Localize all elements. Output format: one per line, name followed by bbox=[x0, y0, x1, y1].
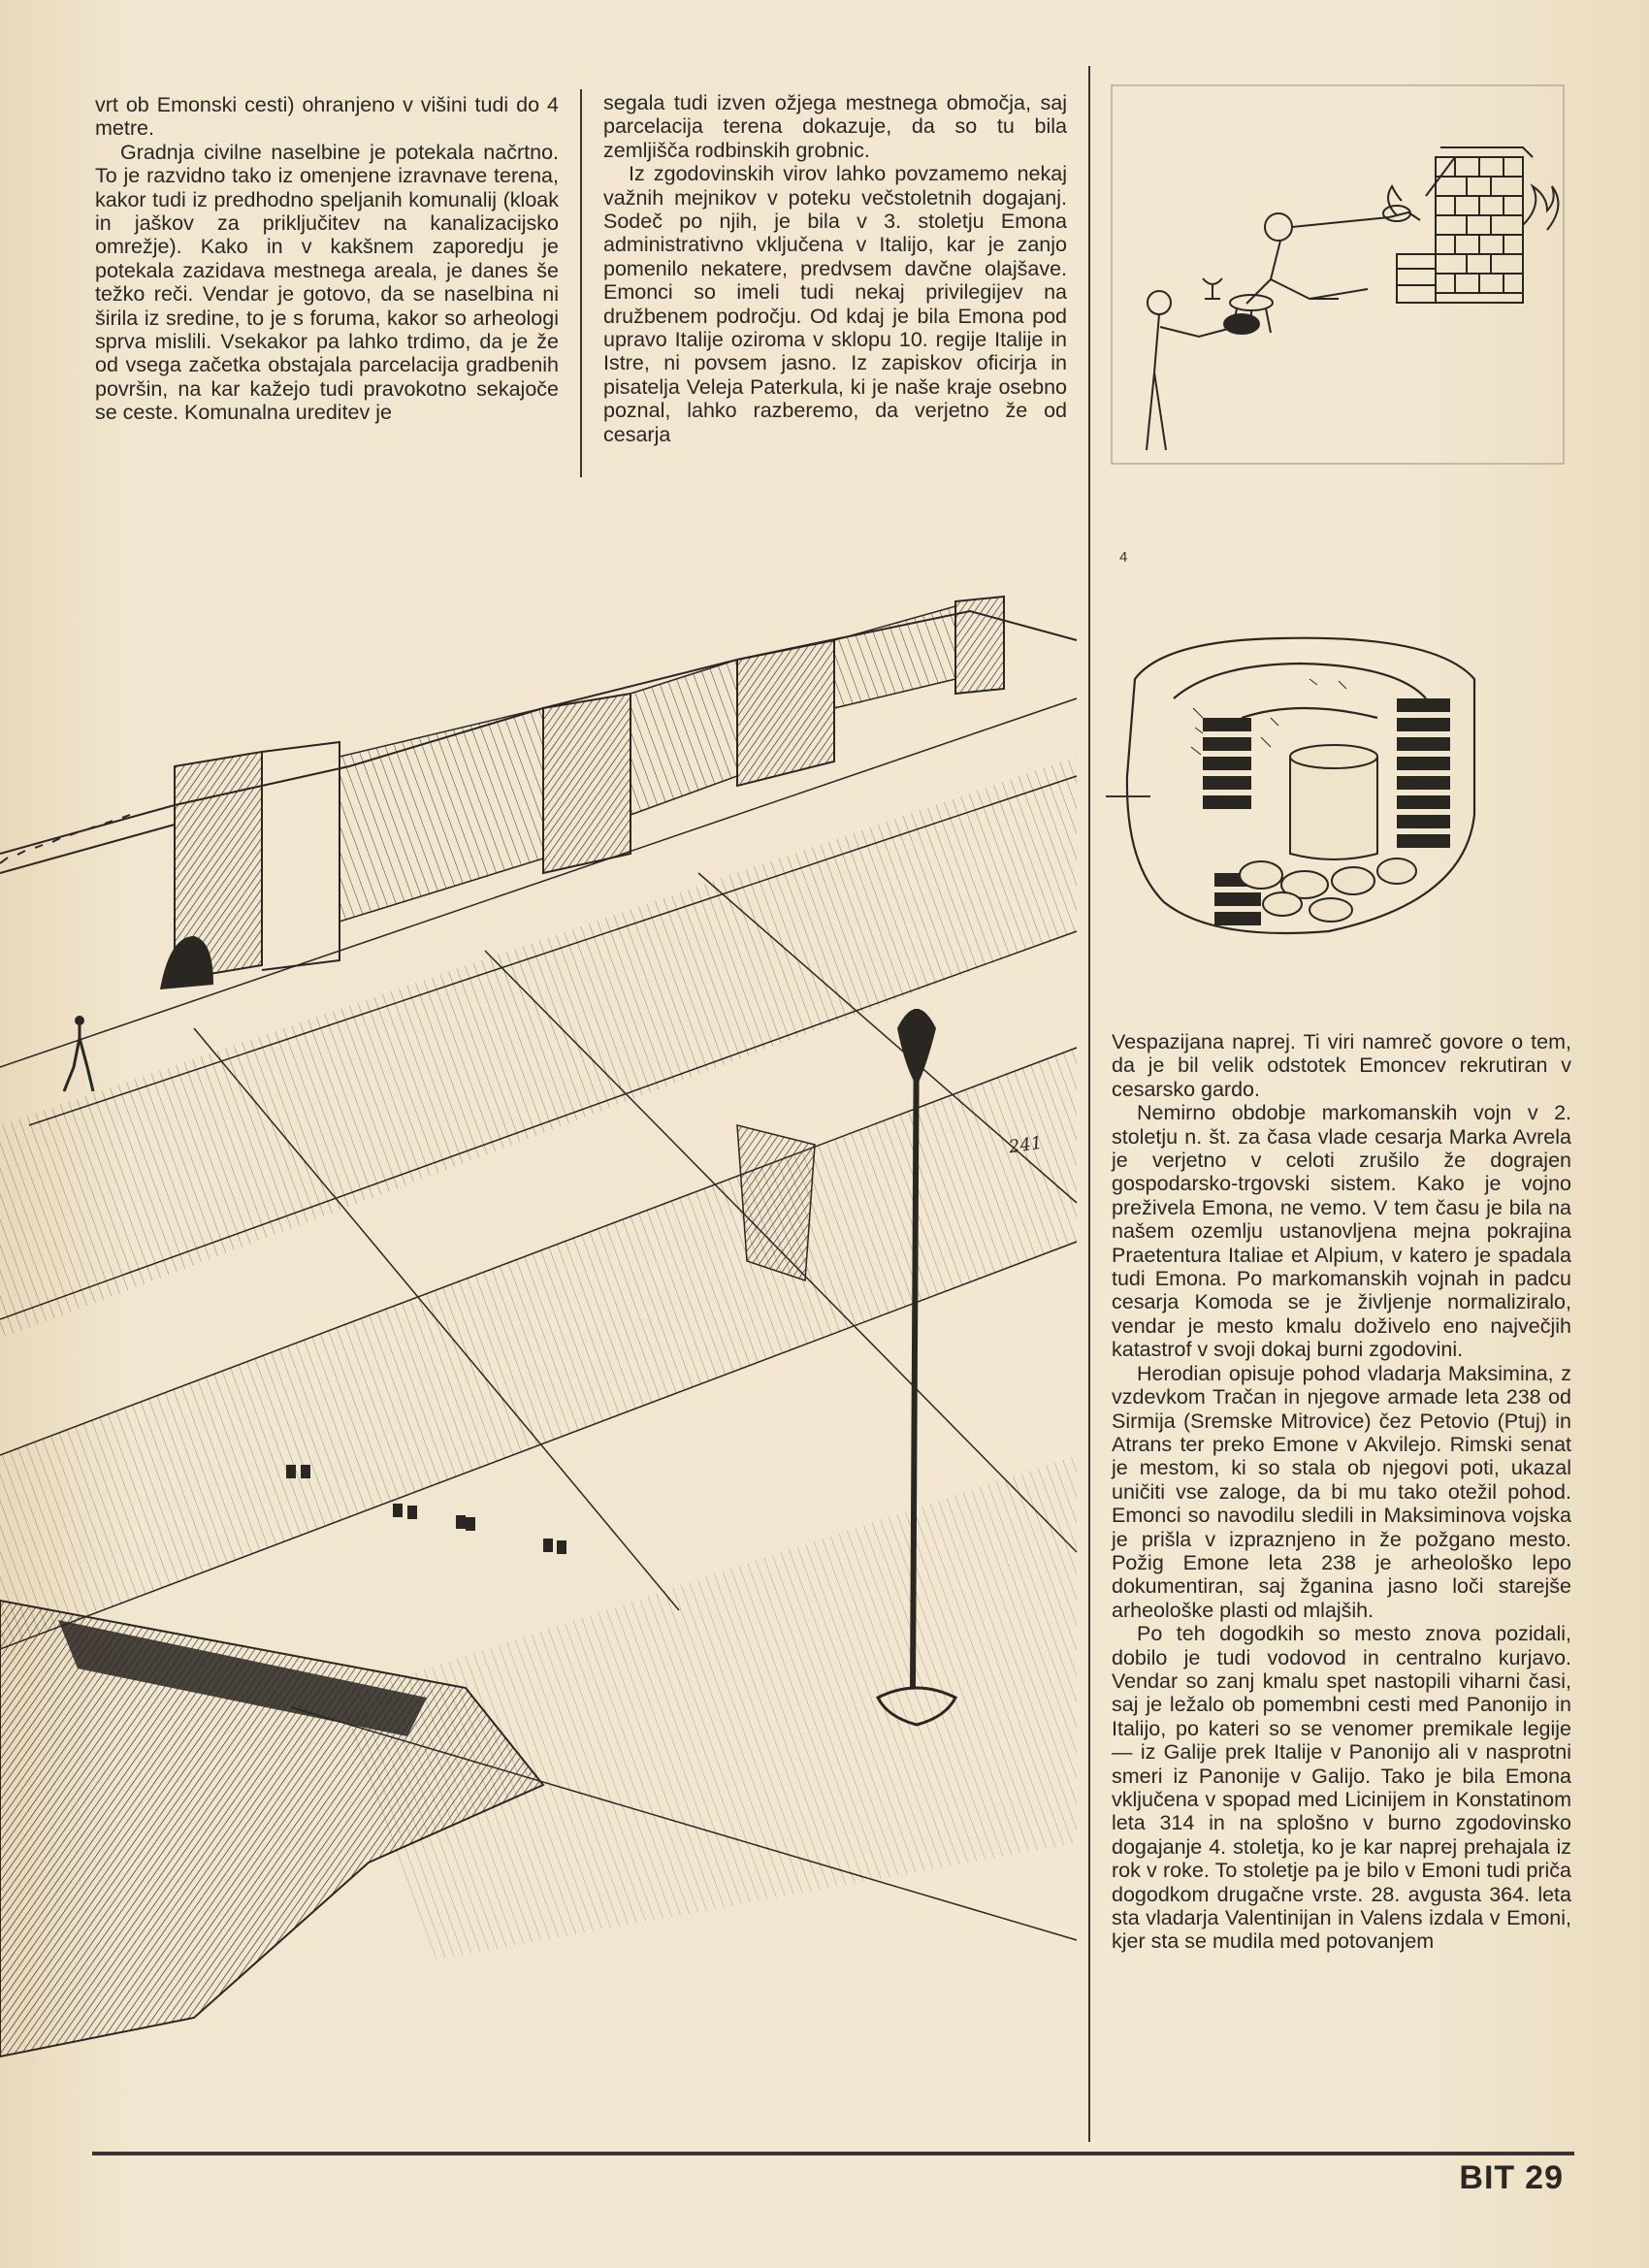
paragraph: Po teh dogodkih so mesto znova pozidali, dobilo je tudi vodovod in centralno kurjavo. Vendar so zanj kmalu spet nastopili viharni časi, saj je ležalo ob pomembni cesti med Panonijo in Italijo, po kateri so se venomer premikale legije — iz Galije prek Italije v Panonijo ali v nasprotni smeri iz Panonije v Galijo. Tako je bila Emona vključena v spopad med Licinijem in Konstatinom leta 314 in na splošno v burno zgodovinsko dogajanje 4. stoletja, ko je kar naprej prehajala iz rok v roke. To stoletje pa je bilo v Emoni tudi priča dogodkom drugačne vrste. 28. avgusta 364. leta sta vladarja Valentinijan in Valens izdala v Emoni, kjer sta se mudila med potovanjem bbox=[1112, 1622, 1571, 1954]
paragraph: Iz zgodovinskih virov lahko povzamemo nekaj važnih mejnikov v poteku večstoletnih dogajanj. Sodeč po njih, je bila v 3. stoletju Emona administrativno vključena v Italijo, kar je zanjo pomenilo nekatere, predvsem davčne olajšave. Emonci so imeli tudi nekaj privilegijev na družbenem področju. Od kdaj je bila Emona pod upravo Italije oziroma v sklopu 10. regije Italije in Istre, ni povsem jasno. Iz zapiskov oficirja in pisatelja Veleja Paterkula, ki je naše kraje osebno poznal, lahko razberemo, da verjetno že od cesarja bbox=[603, 162, 1067, 446]
paragraph: Nemirno obdobje markomanskih vojn v 2. stoletju n. št. za časa vlade cesarja Marka Avrela je verjetno v celoti zrušilo že dograjen gospodarsko-trgovski sistem. Kako je vojno preživela Emona, ne vemo. V tem času je bila na našem ozemlju ustanovljena mejna pokrajina Praetentura Italiae et Alpium, v katero je spadala tudi Emona. Po markomanskih vojnah in padcu cesarja Komoda se je življenje normaliziralo, vendar je mesto kmalu doživelo eno največjih katastrof v svoji dokaj burni zgodovini. bbox=[1112, 1101, 1571, 1362]
text-column-1 bbox=[95, 93, 559, 425]
footer-rule bbox=[92, 2152, 1574, 2155]
paragraph: Herodian opisuje pohod vladarja Maksimina, z vzdevkom Tračan in njegove armade leta 238 od Sirmija (Sremske Mitrovice) čez Petovio (Ptuj) in Atrans ter preko Emone v Akvilejo. Rimski senat je mestom, ki so stala ob njegovi poti, ukazal uničiti vse zaloge, da bi mu tako otežil pohod. Emonci so navodilu sledili in Maksiminova vojska je prišla v izpraznjeno in že požgano mesto. Požig Emone leta 238 je arheološko lepo dokumentiran, saj žganina jasno loči starejše arheološke plasti od mlajših. bbox=[1112, 1361, 1571, 1622]
roman-city-wall-illustration bbox=[0, 582, 1082, 2095]
column-divider bbox=[580, 89, 582, 477]
figure-number: 4 bbox=[1119, 549, 1128, 566]
text-column-3 bbox=[1112, 1030, 1571, 1954]
furnace-cutaway-illustration bbox=[1106, 621, 1494, 951]
publication-name: BIT bbox=[1459, 2159, 1516, 2196]
text-column-2 bbox=[603, 91, 1067, 446]
glassmaking-illustration bbox=[1106, 80, 1571, 468]
figure-caption-line bbox=[1106, 795, 1150, 797]
paragraph: segala tudi izven ožjega mestnega območja, saj parcelacija terena dokazuje, da so tu bila zemljišča rodbinskih grobnic. bbox=[603, 91, 1067, 162]
drawing-signature: 241 bbox=[1007, 1132, 1044, 1158]
paragraph: Gradnja civilne naselbine je potekala načrtno. To je razvidno tako iz omenjene izravnave terena, kakor tudi iz predhodno speljanih komunalij (kloak in jaškov za priključitev na kanalizacijsko omrežje). Kako in v kakšnem zaporedju je potekala zazidava mestnega areala, je danes še težko reči. Vendar je gotovo, da se naselbina ni širila iz sredine, to je s foruma, kakor so arheologi sprva mislili. Vsekakor pa lahko trdimo, da je že od vsega začetka obstajala parcelacija gradbenih površin, na kar kažejo tudi pravokotno sekajoče se ceste. Komunalna ureditev je bbox=[95, 140, 559, 425]
paragraph: Vespazijana naprej. Ti viri namreč govore o tem, da je bil velik odstotek Emoncev rekrutiran v cesarsko gardo. bbox=[1112, 1030, 1571, 1101]
page-number: 29 bbox=[1525, 2159, 1564, 2196]
paragraph: vrt ob Emonski cesti) ohranjeno v višini tudi do 4 metre. bbox=[95, 93, 559, 141]
page-footer bbox=[1459, 2159, 1564, 2197]
column-divider bbox=[1088, 66, 1090, 2142]
